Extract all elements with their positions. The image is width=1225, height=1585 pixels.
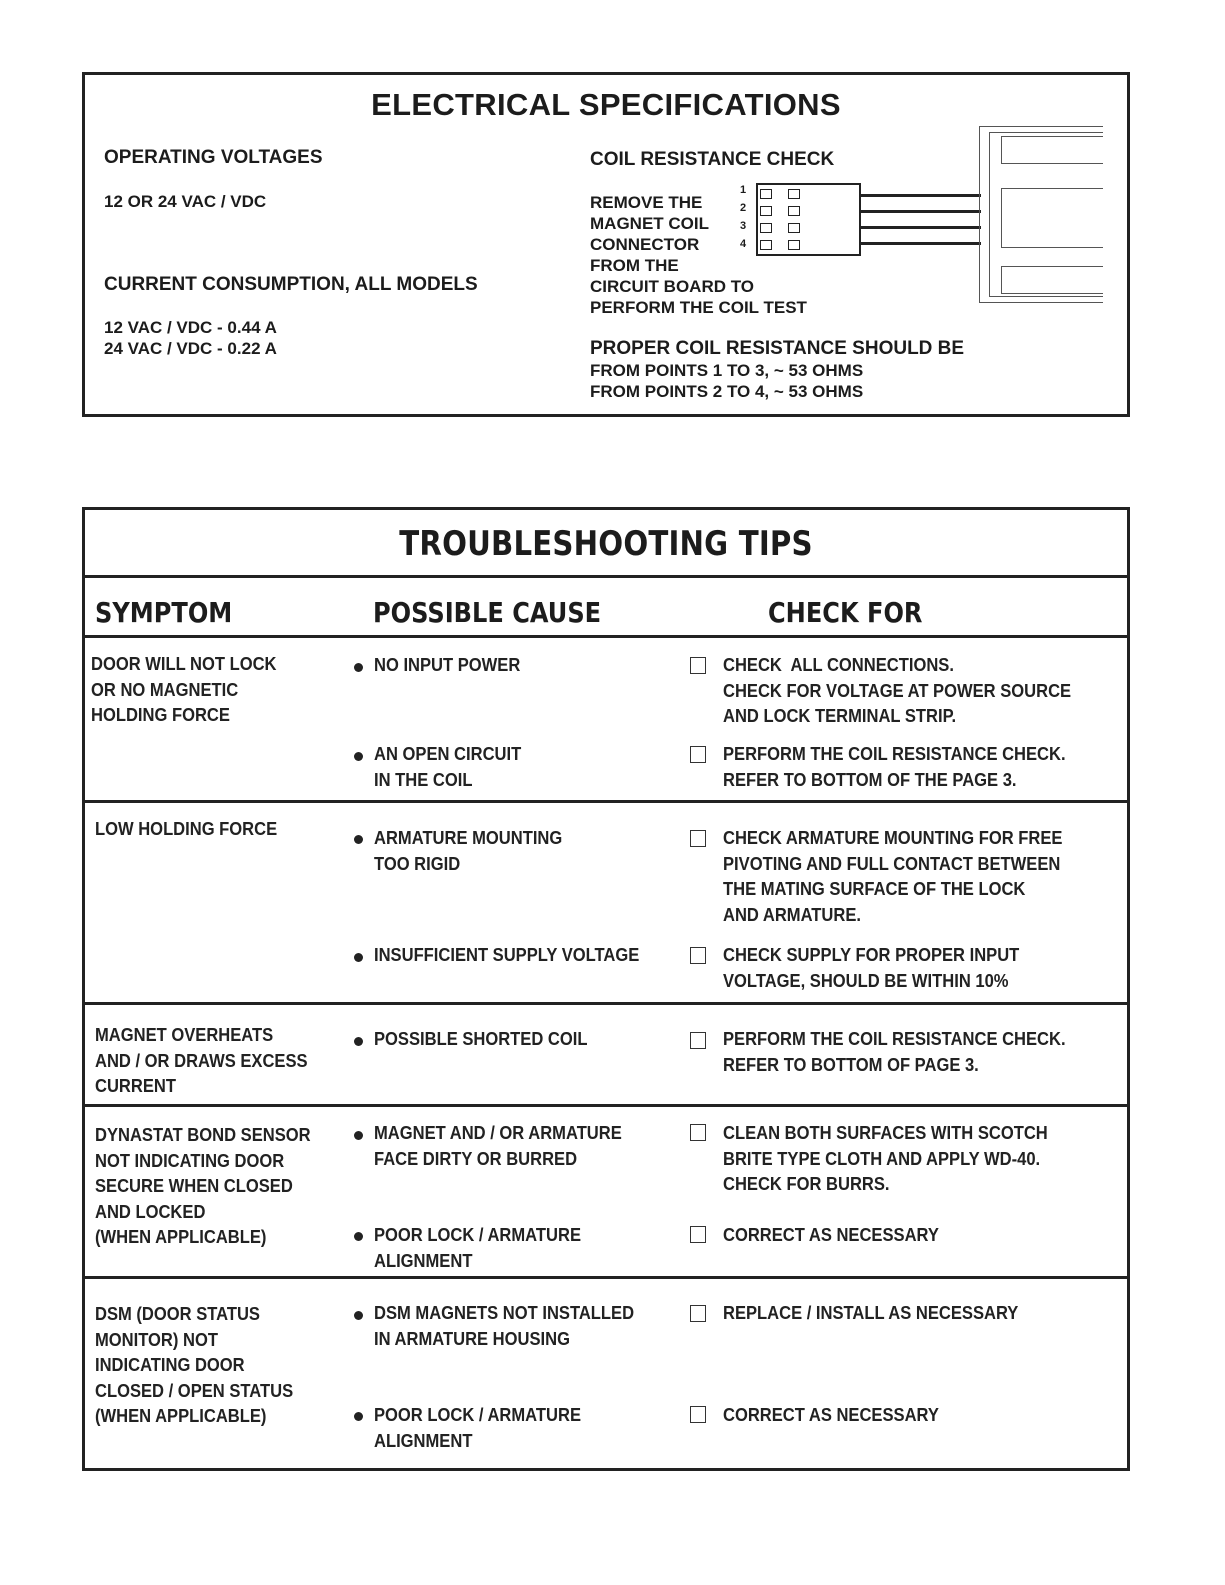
cause-cell: NO INPUT POWER [374,655,521,675]
coil-instruction-line: CONNECTOR [590,235,700,254]
check-cell: PERFORM THE COIL RESISTANCE CHECK. REFER TO BOTTOM OF THE PAGE 3. [723,744,1066,790]
connector-pin [760,240,772,250]
coil-instruction-line: REMOVE THE [590,193,703,212]
proper-resistance-line: FROM POINTS 1 TO 3, ~ 53 OHMS [590,361,864,380]
current-consumption-line: 12 VAC / VDC - 0.44 A [104,318,277,337]
connector-pin [788,189,800,199]
check-cell: CLEAN BOTH SURFACES WITH SCOTCH BRITE TYPE CLOTH AND APPLY WD-40. CHECK FOR BURRS. [723,1123,1048,1194]
table-divider [85,1104,1127,1107]
cause-cell: POSSIBLE SHORTED COIL [374,1029,588,1049]
electrical-specifications-title: ELECTRICAL SPECIFICATIONS [371,87,841,122]
symptom-cell: DSM (DOOR STATUS MONITOR) NOT INDICATING DOOR CLOSED / OPEN STATUS (WHEN APPLICABLE) [95,1304,294,1426]
symptom-cell: DOOR WILL NOT LOCK OR NO MAGNETIC HOLDING FORCE [91,654,277,725]
pin-number: 1 [740,184,747,196]
bullet-icon [354,752,363,761]
cause-cell: ARMATURE MOUNTING TOO RIGID [374,828,563,874]
operating-voltages-heading: OPERATING VOLTAGES [104,147,323,168]
checkbox-icon[interactable] [690,746,706,763]
checkbox-icon[interactable] [690,947,706,964]
check-cell: CHECK SUPPLY FOR PROPER INPUT VOLTAGE, SHOULD BE WITHIN 10% [723,945,1020,991]
connector-pin [760,206,772,216]
housing-slot [1001,136,1103,164]
bullet-icon [354,1232,363,1241]
cause-column-header: POSSIBLE CAUSE [373,596,602,629]
table-divider [85,800,1127,803]
connector-pin [760,223,772,233]
bullet-icon [354,1131,363,1140]
cause-cell: POOR LOCK / ARMATURE ALIGNMENT [374,1225,581,1271]
check-cell: CHECK ARMATURE MOUNTING FOR FREE PIVOTING AND FULL CONTACT BETWEEN THE MATING SURFACE OF THE LOCK AND ARMATURE. [723,828,1063,925]
coil-instruction-line: FROM THE [590,256,679,275]
coil-instruction-line: PERFORM THE COIL TEST [590,298,807,317]
cause-cell: DSM MAGNETS NOT INSTALLED IN ARMATURE HOUSING [374,1303,635,1349]
magnet-housing [979,126,1103,303]
check-cell: CORRECT AS NECESSARY [723,1225,939,1245]
coil-instruction-line: CIRCUIT BOARD TO [590,277,755,296]
checkbox-icon[interactable] [690,657,706,674]
troubleshooting-table [82,507,1130,1471]
checkbox-icon[interactable] [690,1032,706,1049]
checkbox-icon[interactable] [690,1124,706,1141]
cause-cell: MAGNET AND / OR ARMATURE FACE DIRTY OR BURRED [374,1123,622,1169]
connector-body [756,183,861,256]
operating-voltages-value: 12 OR 24 VAC / VDC [104,192,267,211]
coil-wire [861,194,981,197]
table-divider [85,1002,1127,1005]
table-divider [85,575,1127,578]
housing-slot [1001,266,1103,294]
bullet-icon [354,1311,363,1320]
bullet-icon [354,953,363,962]
bullet-icon [354,663,363,672]
bullet-icon [354,1037,363,1046]
checkbox-icon[interactable] [690,830,706,847]
checkbox-icon[interactable] [690,1226,706,1243]
coil-instruction-line: MAGNET COIL [590,214,709,233]
checkbox-icon[interactable] [690,1305,706,1322]
coil-resistance-check-heading: COIL RESISTANCE CHECK [590,149,835,170]
bullet-icon [354,835,363,844]
check-cell: CORRECT AS NECESSARY [723,1405,939,1425]
check-column-header: CHECK FOR [768,596,923,629]
pin-number: 2 [740,202,747,214]
connector-pin [788,240,800,250]
connector-pin [788,223,800,233]
symptom-column-header: SYMPTOM [95,596,233,629]
bullet-icon [354,1412,363,1421]
current-consumption-heading: CURRENT CONSUMPTION, ALL MODELS [104,274,478,295]
checkbox-icon[interactable] [690,1406,706,1423]
check-cell: CHECK ALL CONNECTIONS. CHECK FOR VOLTAGE AT POWER SOURCE AND LOCK TERMINAL STRIP. [723,655,1072,726]
coil-wire [861,210,981,213]
cause-cell: AN OPEN CIRCUIT IN THE COIL [374,744,522,790]
symptom-cell: MAGNET OVERHEATS AND / OR DRAWS EXCESS CURRENT [95,1025,308,1096]
pin-number: 3 [740,220,747,232]
coil-wire [861,226,981,229]
connector-pin [760,189,772,199]
symptom-cell: DYNASTAT BOND SENSOR NOT INDICATING DOOR SECURE WHEN CLOSED AND LOCKED (WHEN APPLICABLE) [95,1125,311,1247]
table-divider [85,1276,1127,1279]
cause-cell: INSUFFICIENT SUPPLY VOLTAGE [374,945,640,965]
proper-resistance-heading: PROPER COIL RESISTANCE SHOULD BE [590,338,965,359]
check-cell: REPLACE / INSTALL AS NECESSARY [723,1303,1019,1323]
table-divider [85,635,1127,638]
symptom-cell: LOW HOLDING FORCE [95,819,278,839]
troubleshooting-title: TROUBLESHOOTING TIPS [399,524,813,564]
proper-resistance-line: FROM POINTS 2 TO 4, ~ 53 OHMS [590,382,864,401]
housing-slot [1001,188,1103,248]
check-cell: PERFORM THE COIL RESISTANCE CHECK. REFER TO BOTTOM OF PAGE 3. [723,1029,1066,1075]
current-consumption-line: 24 VAC / VDC - 0.22 A [104,339,277,358]
coil-wire [861,242,981,245]
connector-pin [788,206,800,216]
cause-cell: POOR LOCK / ARMATURE ALIGNMENT [374,1405,581,1451]
pin-number: 4 [740,238,747,250]
